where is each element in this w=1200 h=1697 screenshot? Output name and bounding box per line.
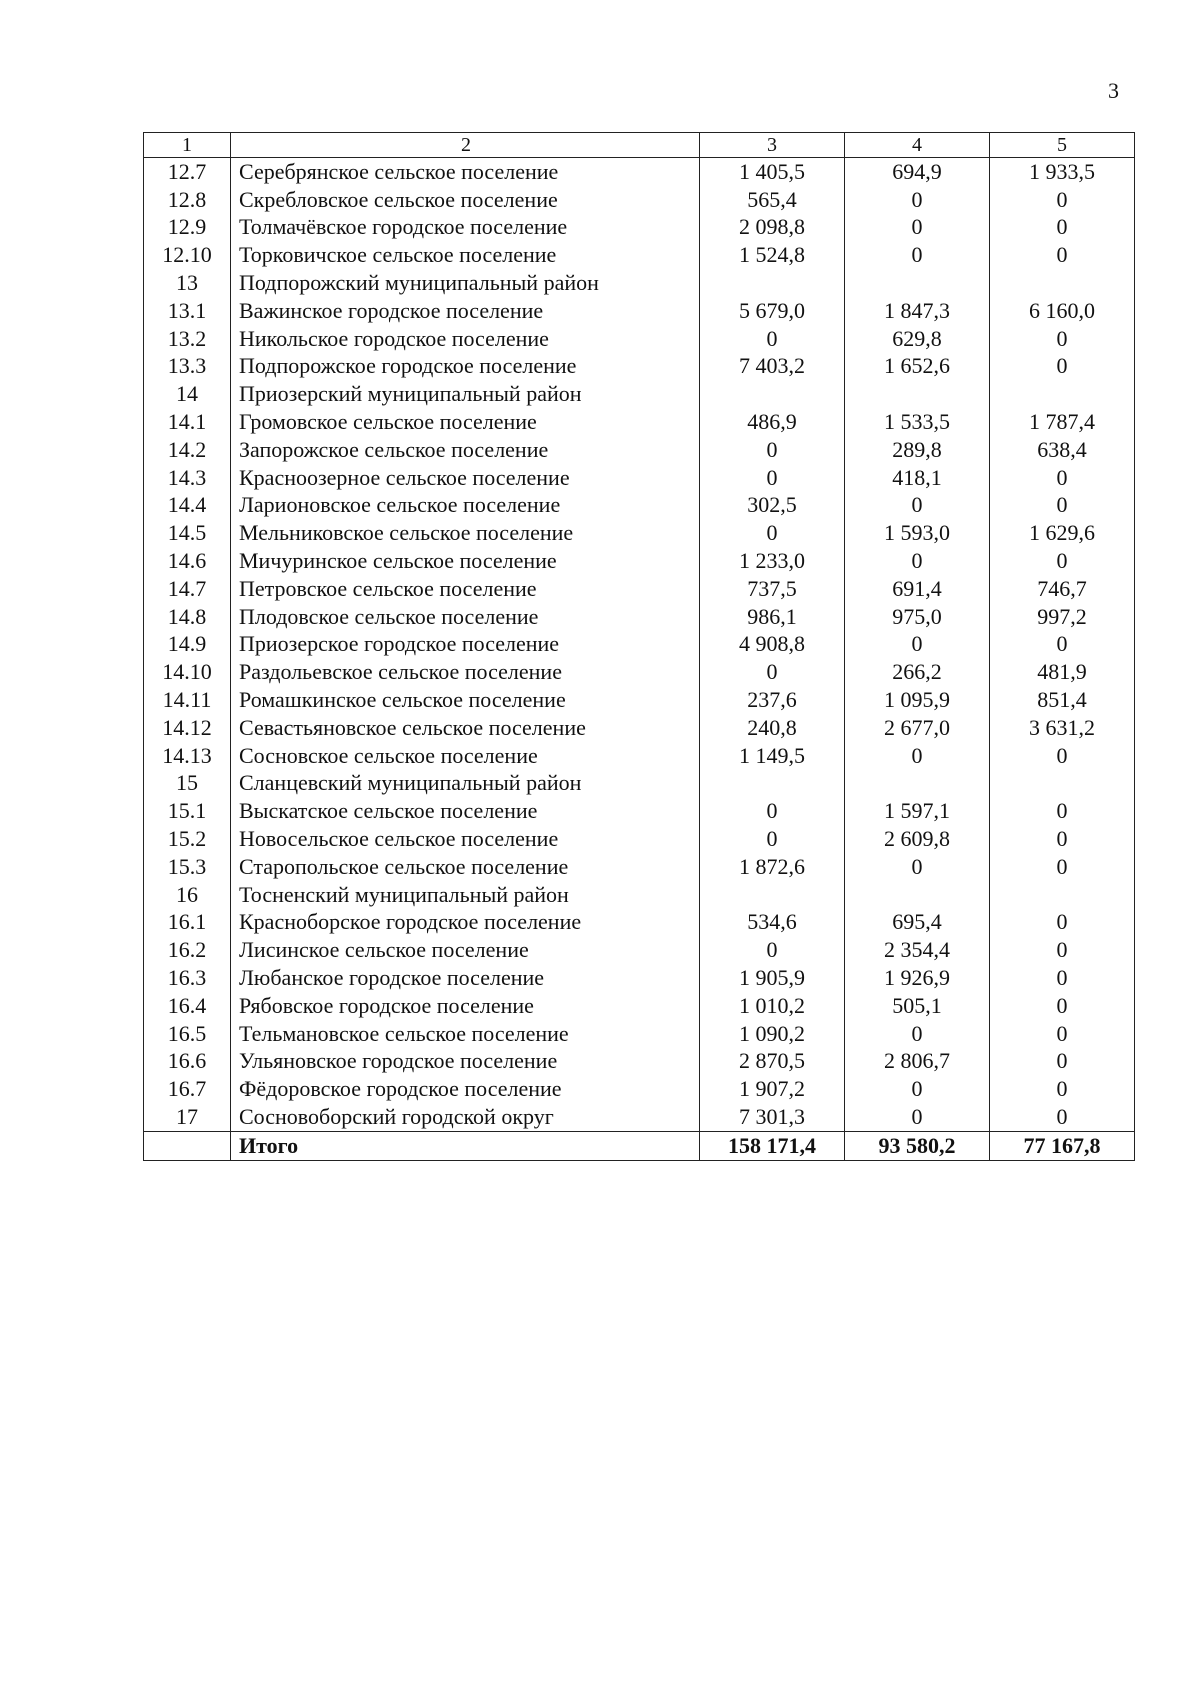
table-row bbox=[144, 519, 1135, 547]
row-number-cell: 13.2 bbox=[144, 325, 231, 353]
row-number-cell: 14.9 bbox=[144, 631, 231, 659]
value-col4-cell: 0 bbox=[845, 1075, 990, 1103]
settlement-name-cell: Ларионовское сельское поселение bbox=[231, 492, 700, 520]
value-col3-cell: 0 bbox=[700, 825, 845, 853]
row-number-cell: 14.7 bbox=[144, 575, 231, 603]
value-col4-cell bbox=[845, 770, 990, 798]
row-number-cell: 14.3 bbox=[144, 464, 231, 492]
table-row bbox=[144, 1075, 1135, 1103]
value-col5-cell: 0 bbox=[990, 353, 1135, 381]
table-row bbox=[144, 214, 1135, 242]
value-col5-cell bbox=[990, 269, 1135, 297]
table-row bbox=[144, 658, 1135, 686]
settlement-name-cell: Красноозерное сельское поселение bbox=[231, 464, 700, 492]
value-col4-cell: 0 bbox=[845, 492, 990, 520]
row-number-cell: 16.2 bbox=[144, 936, 231, 964]
row-number-cell: 14.4 bbox=[144, 492, 231, 520]
value-col5-cell: 0 bbox=[990, 325, 1135, 353]
row-number-cell: 16.6 bbox=[144, 1048, 231, 1076]
value-col3-cell: 486,9 bbox=[700, 408, 845, 436]
value-col4-cell: 0 bbox=[845, 547, 990, 575]
value-col3-cell: 0 bbox=[700, 936, 845, 964]
value-col5-cell: 0 bbox=[990, 936, 1135, 964]
row-number-cell: 15.3 bbox=[144, 853, 231, 881]
value-col4-cell: 2 609,8 bbox=[845, 825, 990, 853]
value-col4-cell: 694,9 bbox=[845, 158, 990, 186]
value-col5-cell: 0 bbox=[990, 909, 1135, 937]
row-number-cell: 13 bbox=[144, 269, 231, 297]
value-col3-cell: 0 bbox=[700, 519, 845, 547]
value-col4-cell: 1 847,3 bbox=[845, 297, 990, 325]
value-col5-cell bbox=[990, 380, 1135, 408]
value-col4-cell: 2 806,7 bbox=[845, 1048, 990, 1076]
row-number-cell: 13.1 bbox=[144, 297, 231, 325]
value-col3-cell: 0 bbox=[700, 797, 845, 825]
total-col4: 93 580,2 bbox=[845, 1131, 990, 1160]
value-col5-cell: 746,7 bbox=[990, 575, 1135, 603]
row-number-cell: 16 bbox=[144, 881, 231, 909]
value-col3-cell: 7 403,2 bbox=[700, 353, 845, 381]
settlement-name-cell: Рябовское городское поселение bbox=[231, 992, 700, 1020]
value-col3-cell: 1 905,9 bbox=[700, 964, 845, 992]
value-col4-cell: 0 bbox=[845, 214, 990, 242]
settlement-name-cell: Сосновоборский городской округ bbox=[231, 1103, 700, 1131]
value-col3-cell: 302,5 bbox=[700, 492, 845, 520]
table-row bbox=[144, 186, 1135, 214]
value-col5-cell: 0 bbox=[990, 797, 1135, 825]
value-col4-cell bbox=[845, 380, 990, 408]
value-col3-cell: 737,5 bbox=[700, 575, 845, 603]
table-row bbox=[144, 297, 1135, 325]
row-number-cell: 14.5 bbox=[144, 519, 231, 547]
data-table bbox=[143, 132, 1135, 1161]
value-col5-cell: 0 bbox=[990, 992, 1135, 1020]
value-col4-cell: 505,1 bbox=[845, 992, 990, 1020]
settlement-name-cell: Фёдоровское городское поселение bbox=[231, 1075, 700, 1103]
table-row bbox=[144, 909, 1135, 937]
table-row bbox=[144, 325, 1135, 353]
value-col5-cell: 638,4 bbox=[990, 436, 1135, 464]
value-col4-cell: 1 533,5 bbox=[845, 408, 990, 436]
value-col3-cell: 1 149,5 bbox=[700, 742, 845, 770]
table-row bbox=[144, 631, 1135, 659]
total-label: Итого bbox=[231, 1131, 700, 1160]
value-col3-cell: 237,6 bbox=[700, 686, 845, 714]
value-col5-cell: 0 bbox=[990, 1048, 1135, 1076]
table-row bbox=[144, 547, 1135, 575]
value-col5-cell: 0 bbox=[990, 825, 1135, 853]
settlement-name-cell: Громовское сельское поселение bbox=[231, 408, 700, 436]
row-number-cell: 12.9 bbox=[144, 214, 231, 242]
settlement-name-cell: Ромашкинское сельское поселение bbox=[231, 686, 700, 714]
value-col5-cell bbox=[990, 770, 1135, 798]
value-col5-cell: 6 160,0 bbox=[990, 297, 1135, 325]
row-number-cell: 16.4 bbox=[144, 992, 231, 1020]
table-row bbox=[144, 1020, 1135, 1048]
value-col3-cell: 0 bbox=[700, 658, 845, 686]
table-row bbox=[144, 1103, 1135, 1131]
settlement-name-cell: Ульяновское городское поселение bbox=[231, 1048, 700, 1076]
total-row bbox=[144, 1131, 1135, 1160]
value-col4-cell: 418,1 bbox=[845, 464, 990, 492]
value-col4-cell: 1 926,9 bbox=[845, 964, 990, 992]
value-col5-cell: 1 787,4 bbox=[990, 408, 1135, 436]
value-col3-cell: 986,1 bbox=[700, 603, 845, 631]
settlement-name-cell: Приозерское городское поселение bbox=[231, 631, 700, 659]
settlement-name-cell: Торковичское сельское поселение bbox=[231, 241, 700, 269]
value-col5-cell: 997,2 bbox=[990, 603, 1135, 631]
settlement-name-cell: Подпорожский муниципальный район bbox=[231, 269, 700, 297]
row-number-cell: 16.5 bbox=[144, 1020, 231, 1048]
value-col4-cell: 0 bbox=[845, 186, 990, 214]
value-col5-cell: 0 bbox=[990, 631, 1135, 659]
value-col3-cell: 240,8 bbox=[700, 714, 845, 742]
row-number-cell: 14.11 bbox=[144, 686, 231, 714]
value-col3-cell: 1 872,6 bbox=[700, 853, 845, 881]
value-col3-cell: 0 bbox=[700, 325, 845, 353]
table-row bbox=[144, 1048, 1135, 1076]
settlement-name-cell: Севастьяновское сельское поселение bbox=[231, 714, 700, 742]
table-row bbox=[144, 964, 1135, 992]
value-col3-cell: 1 090,2 bbox=[700, 1020, 845, 1048]
value-col4-cell: 1 095,9 bbox=[845, 686, 990, 714]
value-col4-cell: 0 bbox=[845, 631, 990, 659]
table-row bbox=[144, 881, 1135, 909]
value-col4-cell: 629,8 bbox=[845, 325, 990, 353]
value-col3-cell: 0 bbox=[700, 436, 845, 464]
value-col4-cell: 0 bbox=[845, 853, 990, 881]
value-col5-cell: 0 bbox=[990, 853, 1135, 881]
settlement-name-cell: Приозерский муниципальный район bbox=[231, 380, 700, 408]
settlement-name-cell: Сосновское сельское поселение bbox=[231, 742, 700, 770]
table-row bbox=[144, 714, 1135, 742]
value-col4-cell: 0 bbox=[845, 241, 990, 269]
value-col3-cell: 2 870,5 bbox=[700, 1048, 845, 1076]
value-col4-cell: 695,4 bbox=[845, 909, 990, 937]
value-col3-cell: 534,6 bbox=[700, 909, 845, 937]
column-header: 4 bbox=[845, 133, 990, 158]
row-number-cell: 15.2 bbox=[144, 825, 231, 853]
settlement-name-cell: Никольское городское поселение bbox=[231, 325, 700, 353]
value-col5-cell bbox=[990, 881, 1135, 909]
total-number-cell bbox=[144, 1131, 231, 1160]
value-col5-cell: 0 bbox=[990, 1103, 1135, 1131]
column-header: 5 bbox=[990, 133, 1135, 158]
table-row bbox=[144, 853, 1135, 881]
row-number-cell: 14 bbox=[144, 380, 231, 408]
value-col4-cell: 691,4 bbox=[845, 575, 990, 603]
value-col4-cell bbox=[845, 269, 990, 297]
row-number-cell: 14.10 bbox=[144, 658, 231, 686]
value-col5-cell: 0 bbox=[990, 186, 1135, 214]
value-col4-cell: 1 652,6 bbox=[845, 353, 990, 381]
value-col3-cell: 2 098,8 bbox=[700, 214, 845, 242]
value-col3-cell: 4 908,8 bbox=[700, 631, 845, 659]
value-col4-cell: 1 593,0 bbox=[845, 519, 990, 547]
value-col3-cell: 5 679,0 bbox=[700, 297, 845, 325]
row-number-cell: 14.8 bbox=[144, 603, 231, 631]
value-col5-cell: 1 933,5 bbox=[990, 158, 1135, 186]
settlement-name-cell: Скребловское сельское поселение bbox=[231, 186, 700, 214]
value-col3-cell: 1 010,2 bbox=[700, 992, 845, 1020]
settlement-name-cell: Раздольевское сельское поселение bbox=[231, 658, 700, 686]
settlement-name-cell: Толмачёвское городское поселение bbox=[231, 214, 700, 242]
value-col5-cell: 1 629,6 bbox=[990, 519, 1135, 547]
value-col5-cell: 481,9 bbox=[990, 658, 1135, 686]
value-col5-cell: 0 bbox=[990, 742, 1135, 770]
row-number-cell: 14.2 bbox=[144, 436, 231, 464]
column-header: 1 bbox=[144, 133, 231, 158]
value-col5-cell: 0 bbox=[990, 964, 1135, 992]
settlement-name-cell: Тосненский муниципальный район bbox=[231, 881, 700, 909]
row-number-cell: 13.3 bbox=[144, 353, 231, 381]
table-row bbox=[144, 603, 1135, 631]
row-number-cell: 12.8 bbox=[144, 186, 231, 214]
value-col3-cell bbox=[700, 380, 845, 408]
table-row bbox=[144, 353, 1135, 381]
settlement-name-cell: Серебрянское сельское поселение bbox=[231, 158, 700, 186]
total-col5: 77 167,8 bbox=[990, 1131, 1135, 1160]
value-col3-cell bbox=[700, 770, 845, 798]
settlement-name-cell: Тельмановское сельское поселение bbox=[231, 1020, 700, 1048]
column-header: 2 bbox=[231, 133, 700, 158]
value-col4-cell: 975,0 bbox=[845, 603, 990, 631]
value-col5-cell: 851,4 bbox=[990, 686, 1135, 714]
value-col4-cell: 2 354,4 bbox=[845, 936, 990, 964]
settlement-name-cell: Красноборское городское поселение bbox=[231, 909, 700, 937]
value-col3-cell bbox=[700, 881, 845, 909]
value-col3-cell: 1 405,5 bbox=[700, 158, 845, 186]
settlement-name-cell: Любанское городское поселение bbox=[231, 964, 700, 992]
table-row bbox=[144, 825, 1135, 853]
value-col3-cell: 0 bbox=[700, 464, 845, 492]
value-col4-cell bbox=[845, 881, 990, 909]
value-col3-cell: 565,4 bbox=[700, 186, 845, 214]
settlement-name-cell: Плодовское сельское поселение bbox=[231, 603, 700, 631]
table-row bbox=[144, 464, 1135, 492]
page-number: 3 bbox=[1108, 78, 1119, 103]
table-row bbox=[144, 686, 1135, 714]
value-col4-cell: 289,8 bbox=[845, 436, 990, 464]
value-col4-cell: 1 597,1 bbox=[845, 797, 990, 825]
row-number-cell: 14.13 bbox=[144, 742, 231, 770]
settlement-name-cell: Лисинское сельское поселение bbox=[231, 936, 700, 964]
table-header-row bbox=[144, 133, 1135, 158]
value-col5-cell: 0 bbox=[990, 492, 1135, 520]
row-number-cell: 16.1 bbox=[144, 909, 231, 937]
settlement-name-cell: Сланцевский муниципальный район bbox=[231, 770, 700, 798]
total-col3: 158 171,4 bbox=[700, 1131, 845, 1160]
settlement-name-cell: Выскатское сельское поселение bbox=[231, 797, 700, 825]
value-col4-cell: 0 bbox=[845, 1103, 990, 1131]
table-row bbox=[144, 575, 1135, 603]
value-col5-cell: 0 bbox=[990, 1020, 1135, 1048]
table-row bbox=[144, 742, 1135, 770]
settlement-name-cell: Петровское сельское поселение bbox=[231, 575, 700, 603]
table-row bbox=[144, 770, 1135, 798]
value-col3-cell: 1 233,0 bbox=[700, 547, 845, 575]
settlement-name-cell: Новосельское сельское поселение bbox=[231, 825, 700, 853]
table-row bbox=[144, 408, 1135, 436]
table-row bbox=[144, 936, 1135, 964]
table-row bbox=[144, 158, 1135, 186]
value-col4-cell: 266,2 bbox=[845, 658, 990, 686]
row-number-cell: 15.1 bbox=[144, 797, 231, 825]
settlement-name-cell: Важинское городское поселение bbox=[231, 297, 700, 325]
row-number-cell: 16.3 bbox=[144, 964, 231, 992]
settlement-name-cell: Запорожское сельское поселение bbox=[231, 436, 700, 464]
value-col3-cell: 1 907,2 bbox=[700, 1075, 845, 1103]
value-col5-cell: 0 bbox=[990, 464, 1135, 492]
table-row bbox=[144, 269, 1135, 297]
row-number-cell: 17 bbox=[144, 1103, 231, 1131]
row-number-cell: 14.6 bbox=[144, 547, 231, 575]
value-col5-cell: 0 bbox=[990, 1075, 1135, 1103]
value-col5-cell: 0 bbox=[990, 214, 1135, 242]
settlement-name-cell: Мельниковское сельское поселение bbox=[231, 519, 700, 547]
table-row bbox=[144, 797, 1135, 825]
row-number-cell: 16.7 bbox=[144, 1075, 231, 1103]
value-col3-cell: 1 524,8 bbox=[700, 241, 845, 269]
value-col3-cell bbox=[700, 269, 845, 297]
table-row bbox=[144, 436, 1135, 464]
table-row bbox=[144, 492, 1135, 520]
row-number-cell: 12.7 bbox=[144, 158, 231, 186]
column-header: 3 bbox=[700, 133, 845, 158]
settlement-name-cell: Старопольское сельское поселение bbox=[231, 853, 700, 881]
settlement-name-cell: Мичуринское сельское поселение bbox=[231, 547, 700, 575]
value-col5-cell: 0 bbox=[990, 241, 1135, 269]
table-row bbox=[144, 380, 1135, 408]
row-number-cell: 12.10 bbox=[144, 241, 231, 269]
value-col5-cell: 3 631,2 bbox=[990, 714, 1135, 742]
table-row bbox=[144, 241, 1135, 269]
table-row bbox=[144, 992, 1135, 1020]
table-body bbox=[144, 158, 1135, 1161]
value-col5-cell: 0 bbox=[990, 547, 1135, 575]
row-number-cell: 14.12 bbox=[144, 714, 231, 742]
value-col4-cell: 2 677,0 bbox=[845, 714, 990, 742]
value-col4-cell: 0 bbox=[845, 1020, 990, 1048]
row-number-cell: 14.1 bbox=[144, 408, 231, 436]
value-col3-cell: 7 301,3 bbox=[700, 1103, 845, 1131]
value-col4-cell: 0 bbox=[845, 742, 990, 770]
settlement-name-cell: Подпорожское городское поселение bbox=[231, 353, 700, 381]
row-number-cell: 15 bbox=[144, 770, 231, 798]
